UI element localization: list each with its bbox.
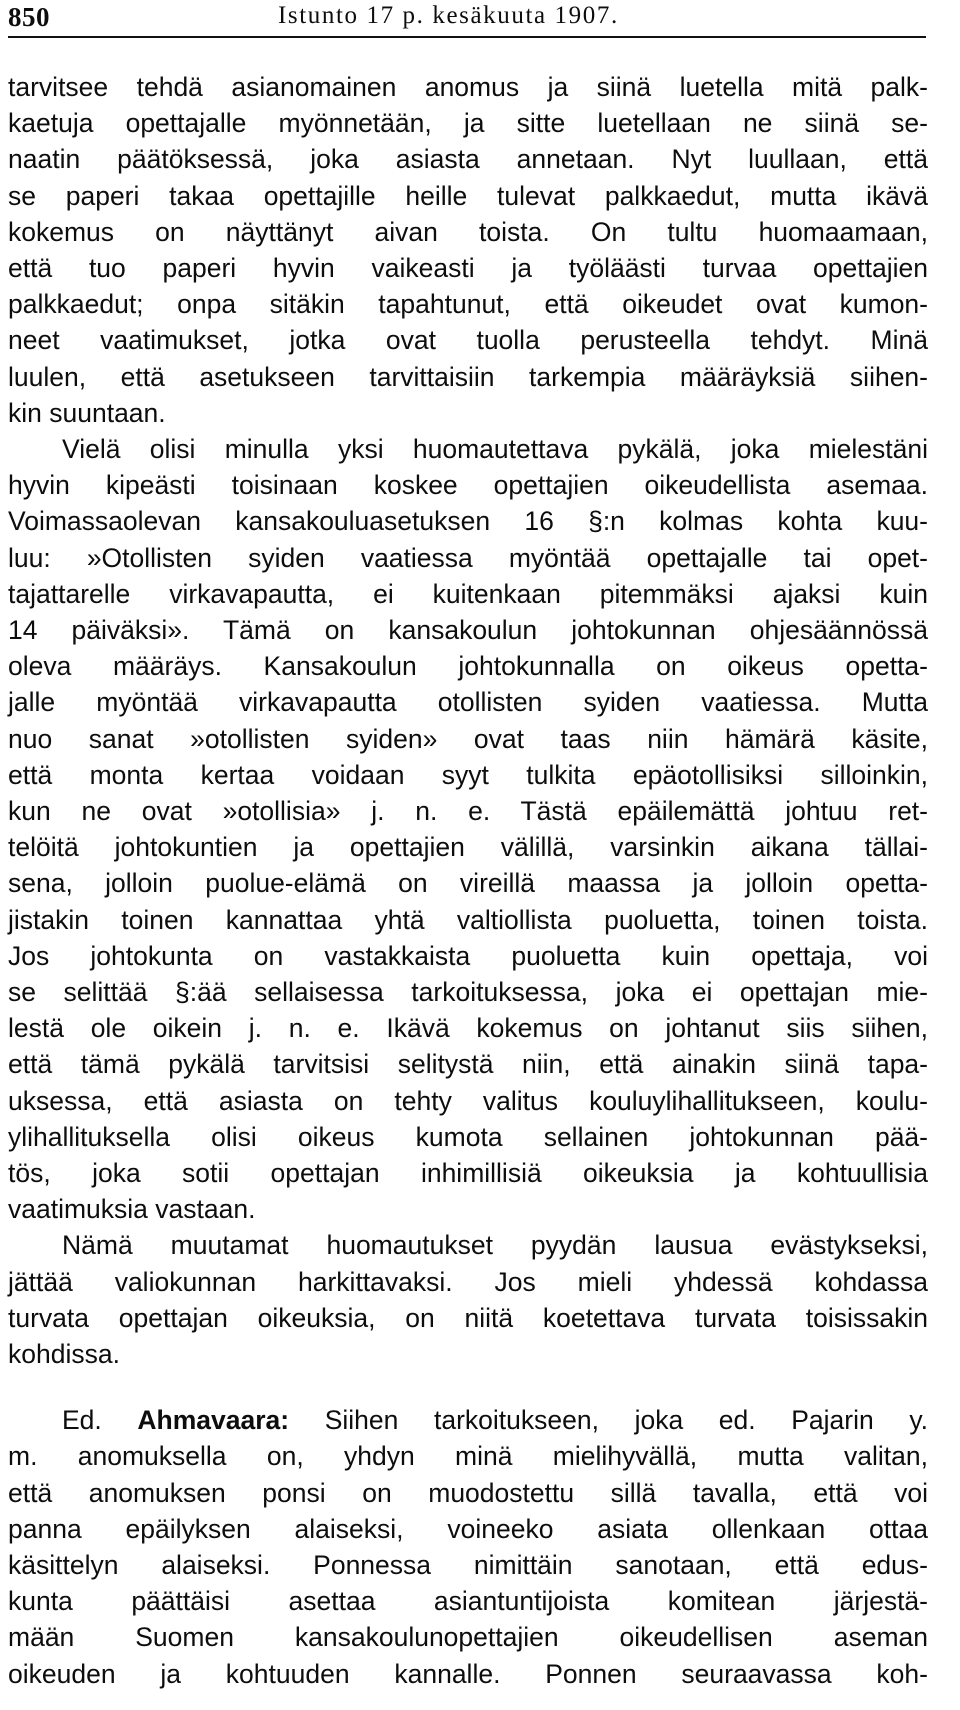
text-line: ylihallituksella olisi oikeus kumota sellainen johtokunnan pää- [8,1121,928,1152]
text-line: lestä ole oikein j. n. e. Ikävä kokemus on johtanut siis siihen, [8,1013,928,1044]
text-line: oikeuden ja kohtuuden kannalle. Ponnen seuraavassa koh- [8,1658,928,1689]
text-line: luu: »Otollisten syiden vaatiessa myöntää opettajalle tai opet- [8,542,928,573]
page-number: 850 [8,2,50,32]
text-line: luulen, että asetukseen tarvittaisiin tarkempia määräyksiä siihen- [8,361,928,392]
text-line: Nämä muutamat huomautukset pyydän lausua evästykseksi, [62,1230,928,1261]
text-line: että monta kertaa voidaan syyt tulkita epäotollisiksi silloinkin, [8,759,928,790]
text-line: Jos johtokunta on vastakkaista puoluetta kuin opettaja, voi [8,940,928,971]
text-line: tajattarelle virkavapautta, ei kuitenkaan pitemmäksi ajaksi kuin [8,578,928,609]
text-line: että tämä pykälä tarvitsisi selitystä niin, että ainakin siinä tapa- [8,1049,928,1080]
text-line: Voimassaolevan kansakouluasetuksen 16 §:n kolmas kohta kuu- [8,506,928,537]
text-line: hyvin kipeästi toisinaan koskee opettajien oikeudellista asemaa. [8,470,928,501]
text-line: mään Suomen kansakoulunopettajien oikeudellisen aseman [8,1622,928,1653]
speaker-line [62,1402,928,1438]
text-line: kunta päättäisi asettaa asiantuntijoista komitean järjestä- [8,1586,928,1617]
text-line: uksessa, että asiasta on tehty valitus kouluylihallitukseen, koulu- [8,1085,928,1116]
text-line: nuo sanat »otollisten syiden» ovat taas niin hämärä käsite, [8,723,928,754]
text-line: kin suuntaan. [8,397,166,428]
text-line: oleva määräys. Kansakoulun johtokunnalla on oikeus opetta- [8,651,928,682]
text-line: tös, joka sotii opettajan inhimillisiä oikeuksia ja kohtuullisia [8,1158,928,1188]
text-line: palkkaedut; onpa sitäkin tapahtunut, että oikeudet ovat kumon- [8,289,928,320]
text-line: naatin päätöksessä, joka asiasta annetaan. Nyt luullaan, että [8,144,928,175]
text-line: turvata opettajan oikeuksia, on niitä koetettava turvata toisissakin [8,1302,928,1333]
text-line: Vielä olisi minulla yksi huomautettava pykälä, joka mielestäni [62,434,928,464]
text-line: vaatimuksia vastaan. [8,1194,256,1225]
text-line: telöitä johtokuntien ja opettajien välillä, varsinkin aikana tällai- [8,832,928,863]
speaker-text: Siihen tarkoitukseen, joka ed. Pajarin y. [324,1405,928,1436]
speaker-name: Ahmavaara: [137,1405,290,1436]
text-line: kun ne ovat »otollisia» j. n. e. Tästä epäilemättä johtuu ret- [8,796,928,826]
header-rule [8,36,926,38]
text-line: kohdissa. [8,1339,120,1369]
text-line: 14 päiväksi». Tämä on kansakoulun johtokunnan ohjesäännössä [8,615,928,645]
text-line: kokemus on näyttänyt aivan toista. On tultu huomaamaan, [8,216,928,247]
page-header [8,2,938,34]
text-line: neet vaatimukset, jotka ovat tuolla perusteella tehdyt. Minä [8,325,928,356]
text-line: tarvitsee tehdä asianomainen anomus ja siinä luetella mitä palk- [8,72,928,102]
text-line: kaetuja opettajalle myönnetään, ja sitte luetellaan ne siinä se- [8,108,928,139]
text-line: panna epäilyksen alaiseksi, voineeko asiata ollenkaan ottaa [8,1513,928,1544]
text-line: jättää valiokunnan harkittavaksi. Jos mieli yhdessä kohdassa [8,1266,928,1297]
text-line: se paperi takaa opettajille heille tulevat palkkaedut, mutta ikävä [8,180,928,211]
text-line: että anomuksen ponsi on muodostettu sillä tavalla, että voi [8,1477,928,1508]
speaker-prefix: Ed. [62,1405,102,1436]
text-line: m. anomuksella on, yhdyn minä mielihyvällä, mutta valitan, [8,1441,928,1472]
text-line: jalle myöntää virkavapautta otollisten syiden vaatiessa. Mutta [8,687,928,718]
running-head: Istunto 17 p. kesäkuuta 1907. [278,2,619,29]
text-line: jistakin toinen kannattaa yhtä valtiollista puoluetta, toinen toista. [8,904,928,935]
text-line: sena, jolloin puolue-elämä on vireillä maassa ja jolloin opetta- [8,868,928,899]
text-line: se selittää §:ää sellaisessa tarkoituksessa, joka ei opettajan mie- [8,977,928,1007]
text-line: käsittelyn alaiseksi. Ponnessa nimittäin sanotaan, että edus- [8,1550,928,1580]
text-line: että tuo paperi hyvin vaikeasti ja työläästi turvaa opettajien [8,253,928,283]
